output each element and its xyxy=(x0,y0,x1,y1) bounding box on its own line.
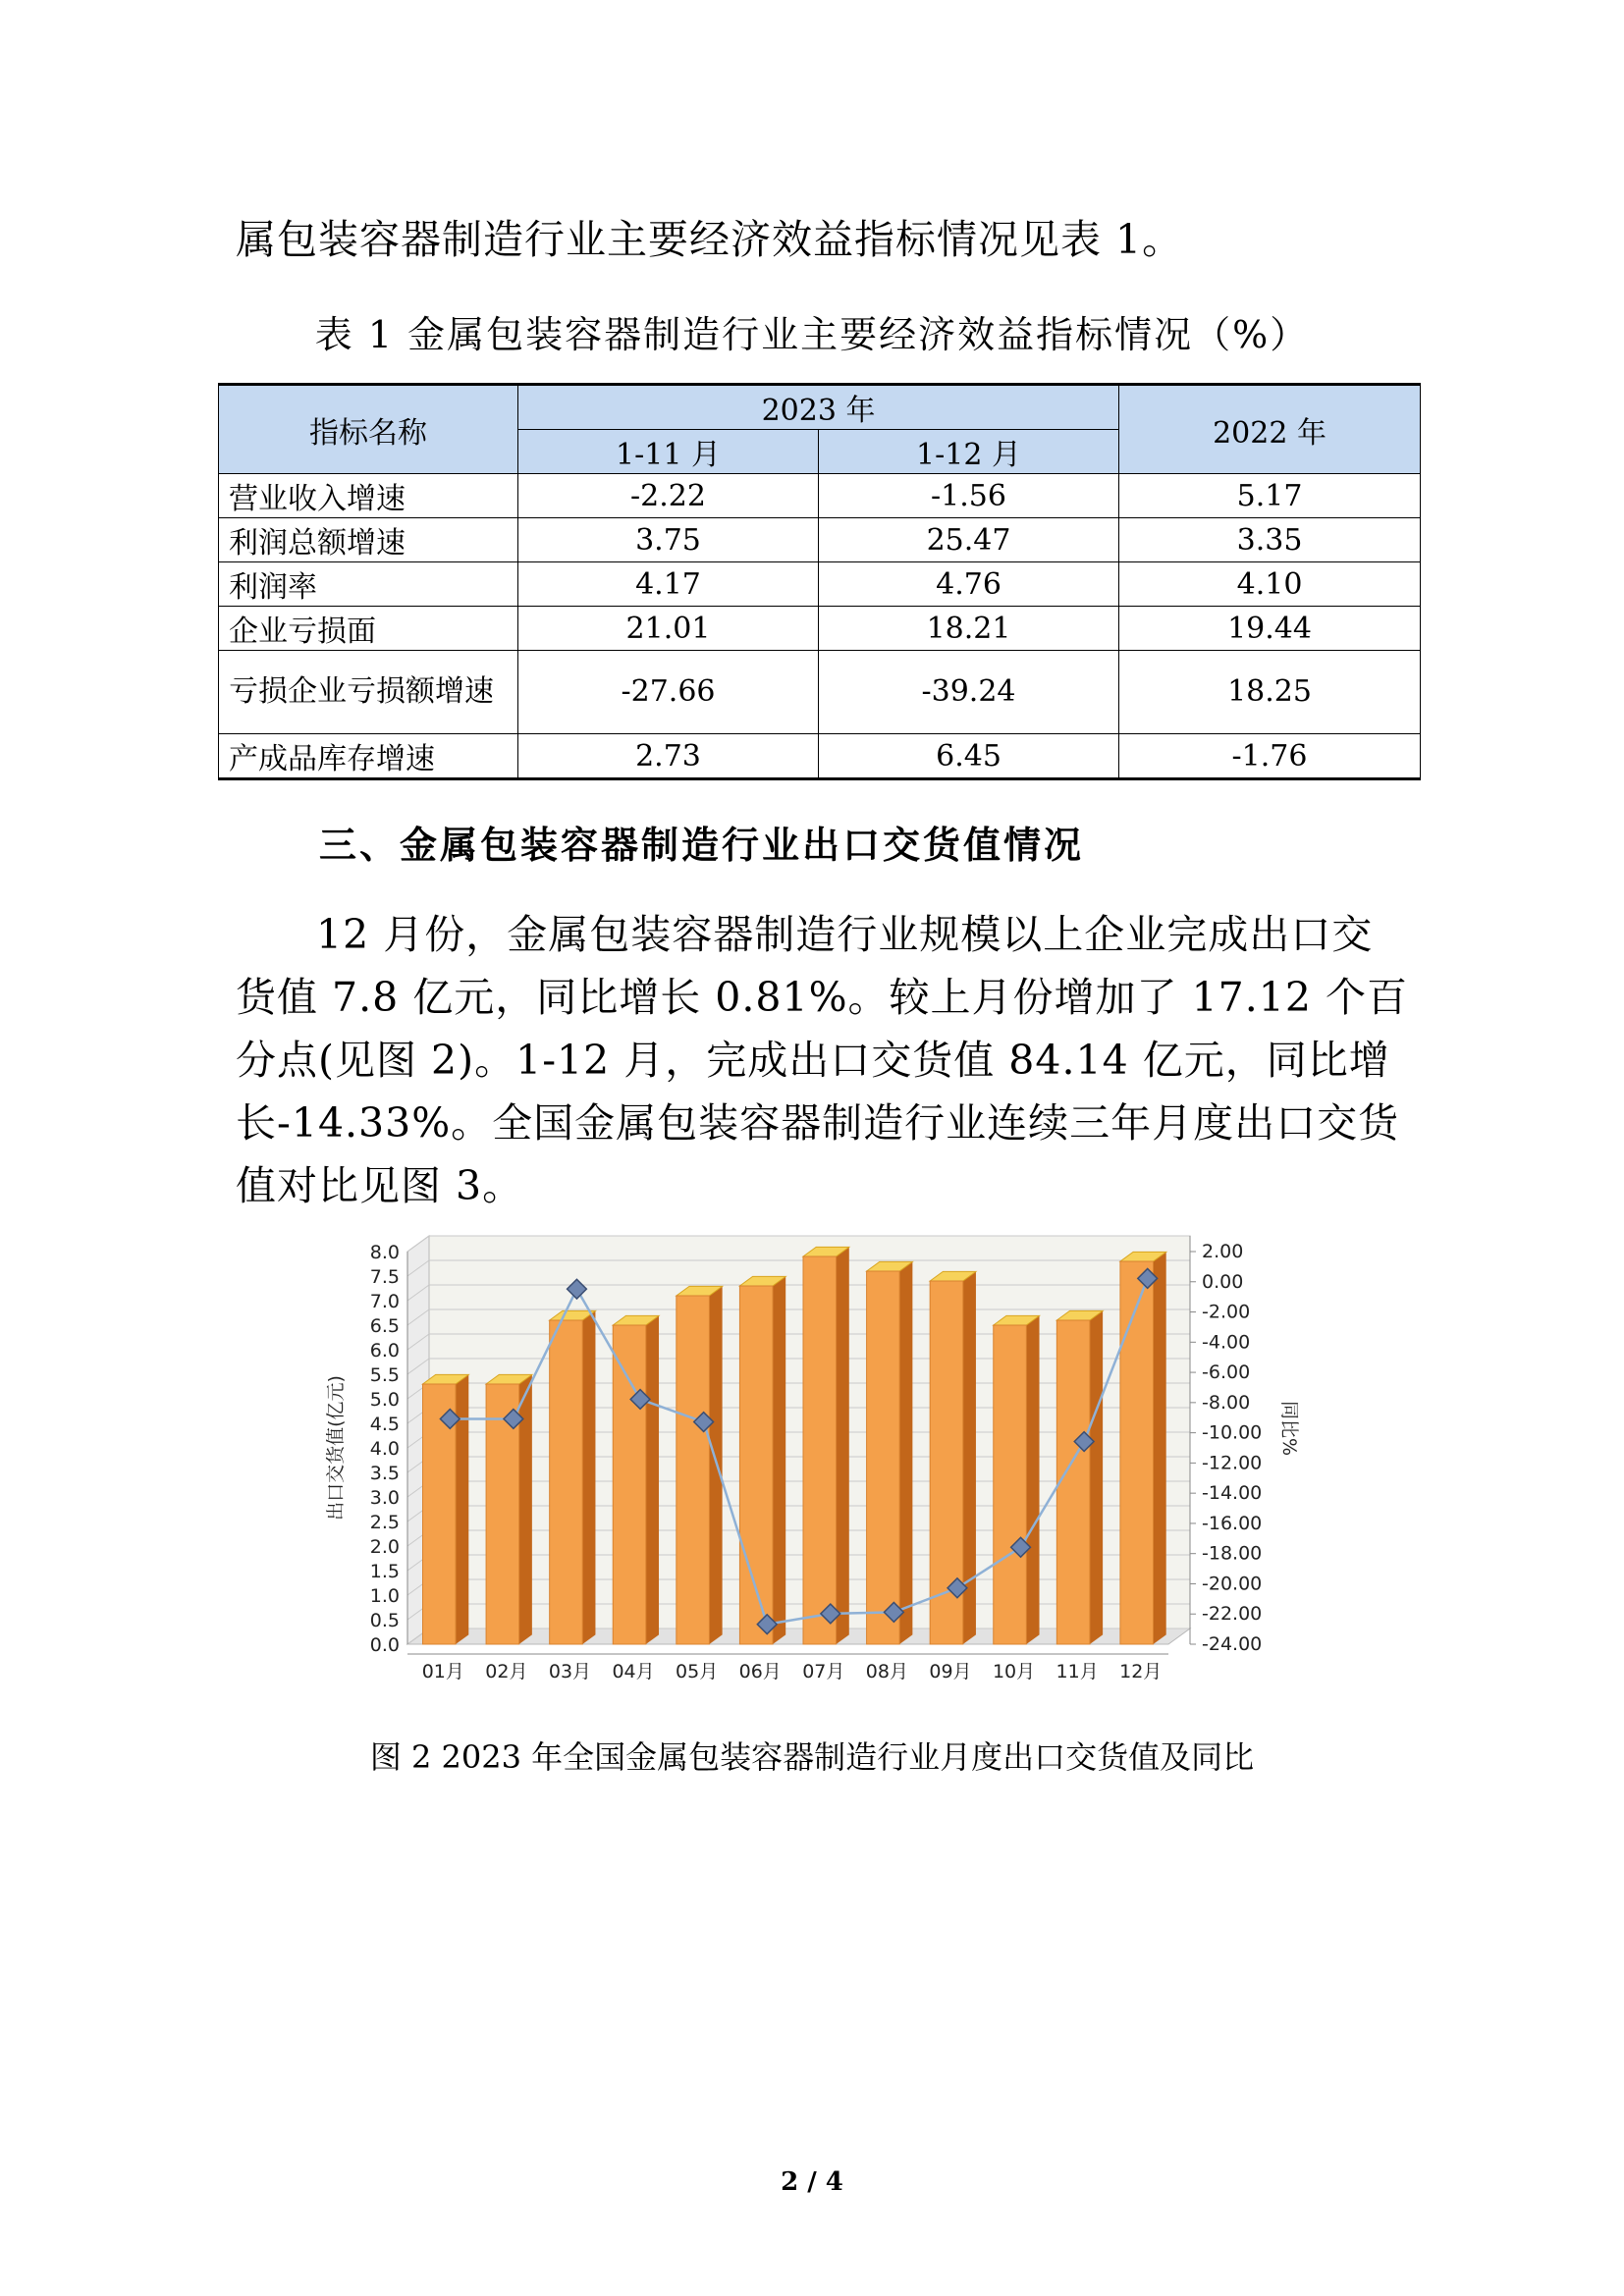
bar xyxy=(994,1325,1027,1644)
x-tick-label: 09月 xyxy=(929,1661,972,1682)
y2-tick-label: 0.00 xyxy=(1202,1270,1244,1293)
row-name: 企业亏损面 xyxy=(219,607,518,651)
x-tick-label: 02月 xyxy=(485,1661,528,1682)
y-tick-label: 2.0 xyxy=(369,1536,400,1558)
bar xyxy=(1056,1320,1090,1644)
export-value-chart xyxy=(314,1227,1300,1718)
x-tick-label: 07月 xyxy=(802,1661,845,1682)
cell-1-12: 18.21 xyxy=(819,607,1119,651)
figure-caption: 图 2 2023 年全国金属包装容器制造行业月度出口交货值及同比 xyxy=(369,1738,1255,1776)
table-row xyxy=(219,651,1421,734)
header-1-11: 1-11 月 xyxy=(518,430,819,474)
bar xyxy=(867,1271,900,1644)
y-tick-label: 2.5 xyxy=(369,1512,400,1533)
y-tick-label: 1.0 xyxy=(369,1585,400,1607)
bar xyxy=(550,1320,583,1644)
y-tick-label: 0.5 xyxy=(369,1610,400,1631)
cell-2022: 19.44 xyxy=(1119,607,1421,651)
y2-tick-label: -16.00 xyxy=(1202,1512,1263,1534)
x-tick-label: 06月 xyxy=(738,1661,782,1682)
bar xyxy=(1120,1261,1154,1644)
row-name: 营业收入增速 xyxy=(219,474,518,518)
header-2022: 2022 年 xyxy=(1119,385,1421,474)
y-tick-label: 3.0 xyxy=(369,1487,400,1509)
cell-1-11: 2.73 xyxy=(518,734,819,779)
y-tick-label: 7.0 xyxy=(369,1291,400,1312)
x-tick-label: 03月 xyxy=(548,1661,592,1682)
row-name: 利润总额增速 xyxy=(219,518,518,562)
y2-tick-label: -4.00 xyxy=(1202,1331,1251,1354)
bar-side xyxy=(646,1315,659,1644)
y2-tick-label: -18.00 xyxy=(1202,1542,1263,1565)
cell-1-12: 25.47 xyxy=(819,518,1119,562)
x-tick-label: 12月 xyxy=(1119,1661,1163,1682)
x-tick-label: 08月 xyxy=(865,1661,908,1682)
y2-tick-label: -20.00 xyxy=(1202,1573,1263,1595)
y-tick-label: 6.0 xyxy=(369,1340,400,1362)
y-tick-label: 8.0 xyxy=(369,1242,400,1263)
y2-tick-label: -14.00 xyxy=(1202,1482,1263,1505)
row-name: 产成品库存增速 xyxy=(219,734,518,779)
y-tick-label: 0.0 xyxy=(369,1634,400,1656)
y2-tick-label: -2.00 xyxy=(1202,1301,1251,1323)
bar-side xyxy=(519,1374,532,1644)
y-tick-label: 4.5 xyxy=(369,1414,400,1435)
bar-side xyxy=(1090,1310,1103,1644)
y-tick-label: 5.0 xyxy=(369,1389,400,1411)
bar-side xyxy=(773,1276,785,1644)
x-tick-label: 05月 xyxy=(676,1661,719,1682)
x-tick-label: 10月 xyxy=(992,1661,1036,1682)
cell-1-12: 4.76 xyxy=(819,562,1119,607)
y2-tick-label: -6.00 xyxy=(1202,1362,1251,1384)
table-row xyxy=(219,607,1421,651)
header-indicator-name: 指标名称 xyxy=(219,385,518,474)
header-1-12: 1-12 月 xyxy=(819,430,1119,474)
y-tick-label: 1.5 xyxy=(369,1561,400,1582)
table-row xyxy=(219,518,1421,562)
row-name: 利润率 xyxy=(219,562,518,607)
bar-side xyxy=(456,1374,468,1644)
y-tick-label: 6.5 xyxy=(369,1315,400,1337)
x-tick-label: 04月 xyxy=(612,1661,655,1682)
y-tick-label: 5.5 xyxy=(369,1364,400,1386)
y-tick-label: 7.5 xyxy=(369,1266,400,1288)
cell-1-12: -39.24 xyxy=(819,651,1119,734)
table-row xyxy=(219,734,1421,779)
y2-axis-title: 同比% xyxy=(1278,1400,1300,1457)
bar-side xyxy=(1154,1252,1166,1644)
page-number: 2 / 4 xyxy=(781,2167,843,2197)
y2-tick-label: -10.00 xyxy=(1202,1421,1263,1444)
y-tick-label: 4.0 xyxy=(369,1438,400,1460)
cell-1-12: 6.45 xyxy=(819,734,1119,779)
cell-1-11: -2.22 xyxy=(518,474,819,518)
y2-tick-label: -12.00 xyxy=(1202,1452,1263,1474)
cell-1-11: 4.17 xyxy=(518,562,819,607)
bar xyxy=(803,1256,837,1644)
y2-tick-label: -22.00 xyxy=(1202,1603,1263,1626)
bar-side xyxy=(1026,1315,1039,1644)
x-tick-label: 11月 xyxy=(1056,1661,1099,1682)
y2-tick-label: -8.00 xyxy=(1202,1391,1251,1414)
bar-side xyxy=(582,1310,595,1644)
bar-side xyxy=(899,1261,912,1644)
x-tick-label: 01月 xyxy=(421,1661,464,1682)
cell-1-11: -27.66 xyxy=(518,651,819,734)
cell-2022: -1.76 xyxy=(1119,734,1421,779)
cell-2022: 5.17 xyxy=(1119,474,1421,518)
y2-tick-label: -24.00 xyxy=(1202,1633,1263,1655)
header-2023: 2023 年 xyxy=(518,385,1119,430)
export-paragraph: 12 月份，金属包装容器制造行业规模以上企业完成出口交货值 7.8 亿元，同比增长 0.81%。较上月份增加了 17.12 个百分点(见图 2)。1-12 月，完成出口交货值 84.14 亿元，同比增长-14.33%。全国金属包装容器制造行业连续三年月度出口交货值对比见图 3。 xyxy=(236,911,1408,1209)
y-axis-title: 出口交货值(亿元) xyxy=(325,1375,347,1521)
cell-2022: 18.25 xyxy=(1119,651,1421,734)
indicator-table xyxy=(218,383,1421,780)
y-tick-label: 3.5 xyxy=(369,1463,400,1484)
section-heading: 三、金属包装容器制造行业出口交货值情况 xyxy=(319,824,1085,867)
y2-tick-label: 2.00 xyxy=(1202,1241,1244,1262)
cell-1-12: -1.56 xyxy=(819,474,1119,518)
table-row xyxy=(219,474,1421,518)
bar-side xyxy=(709,1286,722,1644)
table-caption: 表 1 金属包装容器制造行业主要经济效益指标情况（%） xyxy=(314,313,1310,356)
cell-1-11: 3.75 xyxy=(518,518,819,562)
bar xyxy=(677,1296,710,1644)
table-row xyxy=(219,562,1421,607)
cell-2022: 3.35 xyxy=(1119,518,1421,562)
cell-2022: 4.10 xyxy=(1119,562,1421,607)
intro-text: 属包装容器制造行业主要经济效益指标情况见表 1。 xyxy=(236,216,1184,263)
cell-1-11: 21.01 xyxy=(518,607,819,651)
row-name: 亏损企业亏损额增速 xyxy=(219,651,518,734)
bar xyxy=(613,1325,646,1644)
bar-side xyxy=(837,1247,849,1644)
